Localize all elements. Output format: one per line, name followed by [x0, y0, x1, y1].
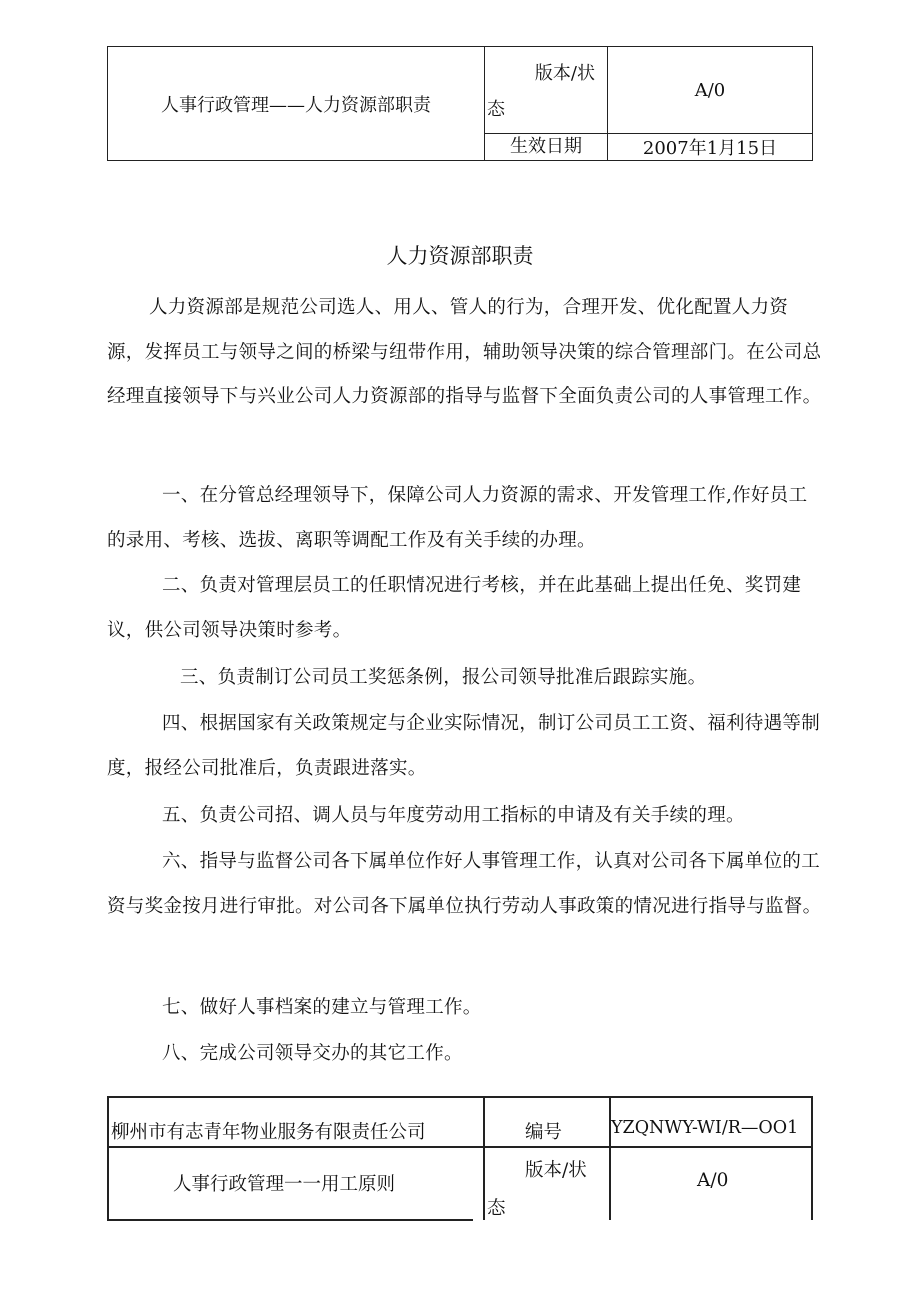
duty-item-6: 六、指导与监督公司各下属单位作好人事管理工作，认真对公司各下属单位的工资与奖金按月进行审批。对公司各下属单位执行劳动人事政策的情况进行指导与监督。 [107, 851, 822, 917]
header-version-label-cell [485, 47, 608, 134]
intro-paragraph: 人力资源部是规范公司选人、用人、管人的行为，合理开发、优化配置人力资源，发挥员工与领导之间的桥梁与纽带作用，辅助领导决策的综合管理部门。在公司总经理直接领导下与兴业公司人力资源部的指导与监督下全面负责公司的人事管理工作。 [107, 297, 822, 407]
footer-version-label: 版本/状 [525, 1160, 587, 1181]
duty-item-3: 三、负责制订公司员工奖惩条例，报公司领导批准后跟踪实施。 [180, 667, 707, 688]
header-title: 人事行政管理——人力资源部职责 [108, 47, 485, 161]
duty-item-1: 一、在分管总经理领导下，保障公司人力资源的需求、开发管理工作,作好员工的录用、考核、选拔、离职等调配工作及有关手续的办理。 [107, 485, 808, 551]
footer-version-label-cont: 态 [487, 1198, 506, 1219]
footer-company-name: 柳州市有志青年物业服务有限责任公司 [111, 1122, 426, 1143]
header-date-value: 2007年1月15日 [608, 134, 813, 161]
footer-left-border [107, 1096, 109, 1220]
duty-item-5: 五、负责公司招、调人员与年度劳动用工指标的申请及有关手续的理。 [162, 805, 745, 826]
footer-table [107, 1096, 813, 1301]
header-version-value: A/0 [608, 47, 813, 134]
header-version-label: 版本/状 [534, 63, 595, 84]
footer-col-divider-2 [609, 1096, 611, 1220]
footer-code-value: YZQNWY-WI/R—OO1 [611, 1118, 799, 1138]
duty-item-2: 二、负责对管理层员工的任职情况进行考核，并在此基础上提出任免、奖罚建议，供公司领导决策时参考。 [107, 575, 802, 641]
footer-right-border [811, 1096, 813, 1220]
header-date-label-cell [485, 134, 608, 161]
footer-row-divider [107, 1146, 813, 1148]
header-version-label-cont: 态 [487, 99, 505, 120]
header-date-label: 生效日期 [510, 136, 582, 157]
duty-item-7: 七、做好人事档案的建立与管理工作。 [162, 997, 482, 1018]
duty-item-8: 八、完成公司领导交办的其它工作。 [162, 1043, 463, 1064]
header-table [107, 46, 813, 161]
footer-code-label: 编号 [525, 1122, 563, 1143]
footer-version-value: A/0 [697, 1170, 729, 1191]
footer-col-divider-1 [483, 1096, 485, 1220]
footer-bottom-border [107, 1219, 473, 1221]
footer-title: 人事行政管理一一用工原则 [173, 1174, 396, 1195]
duty-item-4: 四、根据国家有关政策规定与企业实际情况，制订公司员工工资、福利待遇等制度，报经公司批准后，负责跟进落实。 [107, 713, 821, 779]
document-title: 人力资源部职责 [386, 244, 534, 268]
footer-top-border [107, 1096, 813, 1098]
